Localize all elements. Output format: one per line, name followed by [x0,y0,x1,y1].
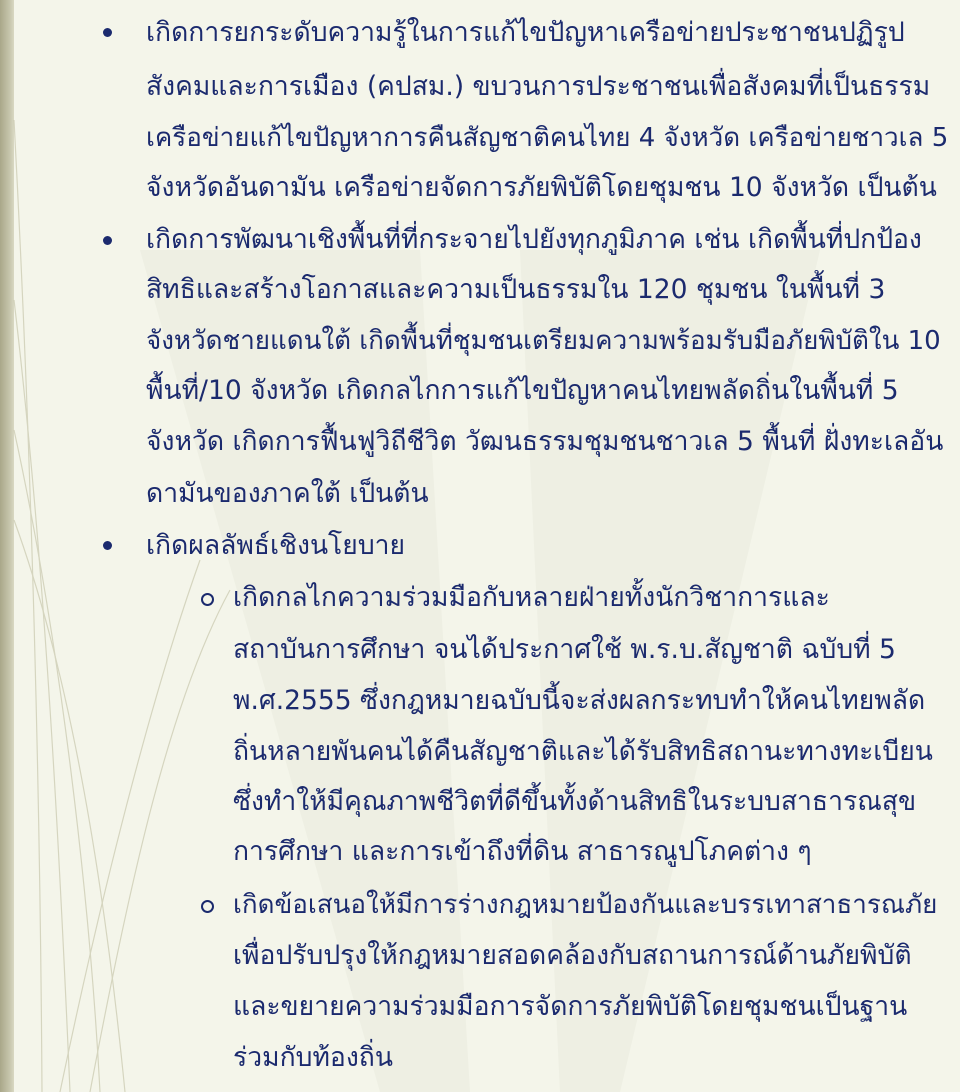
sub-bullet-marker [201,900,214,913]
bullet-2-line-3: จังหวัดชายแดนใต้ เกิดพื้นที่ชุมชนเตรียมความพร้อมรับมือภัยพิบัติใน 10 [146,326,941,356]
bullet-2-line-5: จังหวัด เกิดการฟื้นฟูวิถีชีวิต วัฒนธรรมชุมชนชาวเล 5 พื้นที่ ฝั่งทะเลอัน [146,426,944,457]
bullet-3-line-1: เกิดผลลัพธ์เชิงนโยบาย [146,530,406,561]
sub-2-line-4: ร่วมกับท้องถิ่น [233,1042,393,1073]
bullet-marker [103,28,112,37]
bullet-marker [103,541,112,550]
sub-2-line-2: เพื่อปรับปรุงให้กฎหมายสอดคล้องกับสถานการณ์ด้านภัยพิบัติ [233,940,912,971]
sub-2-line-3: และขยายความร่วมมือการจัดการภัยพิบัติโดยชุมชนเป็นฐาน [233,991,908,1022]
sub-bullet-marker [201,593,214,606]
bullet-2-line-1: เกิดการพัฒนาเชิงพื้นที่ที่กระจายไปยังทุกภูมิภาค เช่น เกิดพื้นที่ปกป้อง [146,224,922,255]
sub-1-line-1: เกิดกลไกความร่วมมือกับหลายฝ่ายทั้งนักวิชาการและ [233,582,830,613]
bullet-1-line-3: เครือข่ายแก้ไขปัญหาการคืนสัญชาติคนไทย 4 จังหวัด เครือข่ายชาวเล 5 [146,123,949,153]
bullet-1-line-1: เกิดการยกระดับความรู้ในการแก้ไขปัญหาเครือข่ายประชาชนปฏิรูป [146,17,905,48]
sub-1-line-6: การศึกษา และการเข้าถึงที่ดิน สาธารณูปโภคต่าง ๆ [233,836,812,867]
sub-1-line-2: สถาบันการศึกษา จนได้ประกาศใช้ พ.ร.บ.สัญชาติ ฉบับที่ 5 [233,634,896,665]
sub-1-line-5: ซึ่งทำให้มีคุณภาพชีวิตที่ดีขึ้นทั้งด้านสิทธิในระบบสาธารณสุข [233,786,917,817]
sub-1-line-3: พ.ศ.2555 ซึ่งกฎหมายฉบับนี้จะส่งผลกระทบทำให้คนไทยพลัด [233,685,926,716]
bullet-1-line-4: จังหวัดอันดามัน เครือข่ายจัดการภัยพิบัติโดยชุมชน 10 จังหวัด เป็นต้น [146,172,937,203]
bullet-2-line-6: ดามันของภาคใต้ เป็นต้น [146,478,429,509]
sub-2-line-1: เกิดข้อเสนอให้มีการร่างกฎหมายป้องกันและบรรเทาสาธารณภัย [233,890,938,920]
bullet-marker [103,236,112,245]
bullet-1-line-2: สังคมและการเมือง (คปสม.) ขบวนการประชาชนเพื่อสังคมที่เป็นธรรม [146,71,931,102]
sub-1-line-4: ถิ่นหลายพันคนได้คืนสัญชาติและได้รับสิทธิสถานะทางทะเบียน [233,736,933,767]
bullet-2-line-2: สิทธิและสร้างโอกาสและความเป็นธรรมใน 120 ชุมชน ในพื้นที่ 3 [146,274,886,305]
bullet-2-line-4: พื้นที่/10 จังหวัด เกิดกลไกการแก้ไขปัญหาคนไทยพลัดถิ่นในพื้นที่ 5 [146,375,899,406]
